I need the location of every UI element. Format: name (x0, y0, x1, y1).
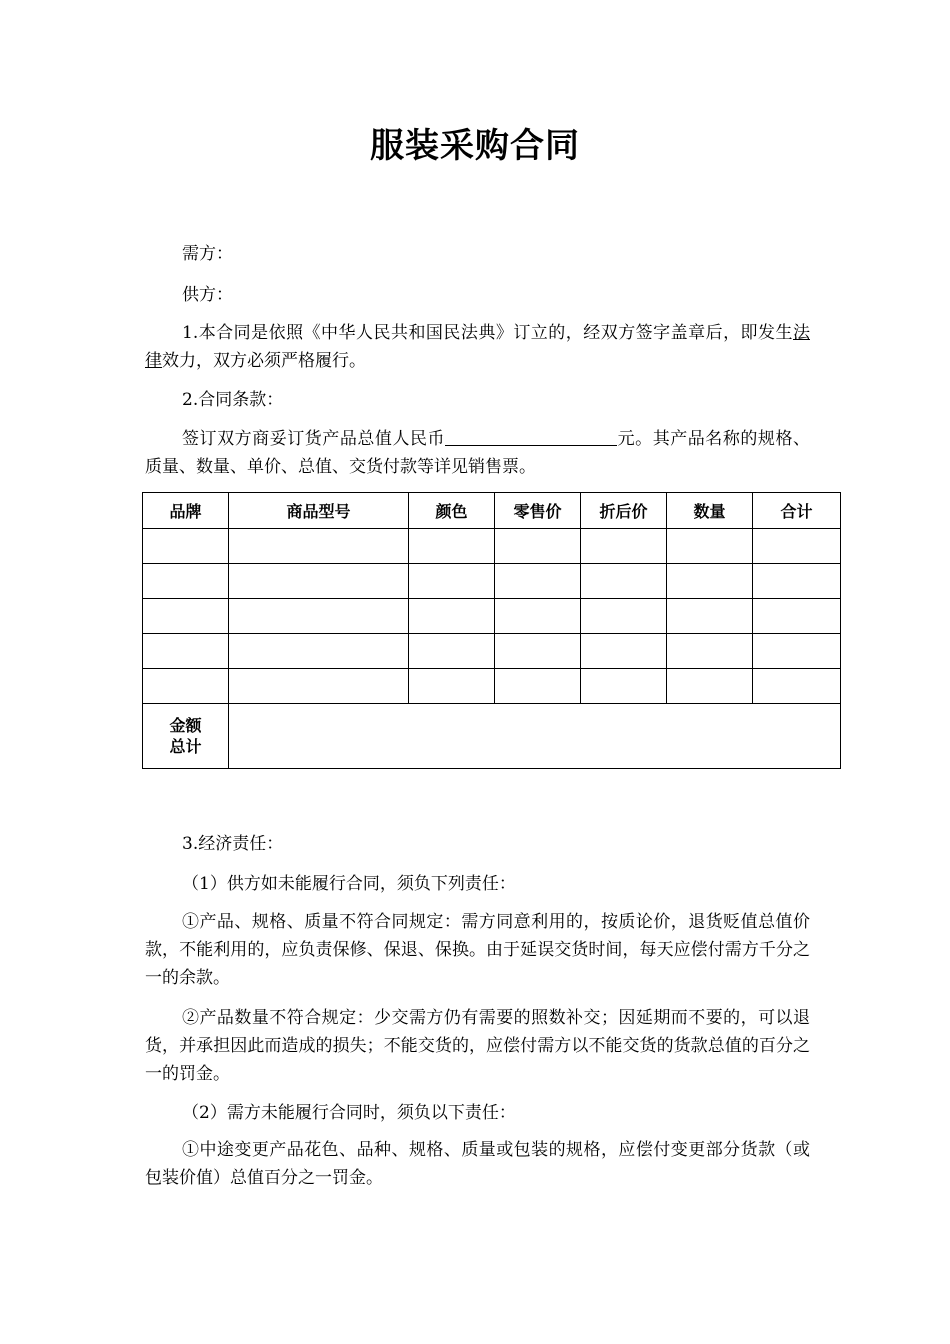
clause-3-1-a: ①产品、规格、质量不符合同规定：需方同意利用的，按质论价，退货贬值总值价款，不能利用的，应负责保修、保退、保换。由于延误交货时间，每天应偿付需方千分之一的余款。 (145, 912, 810, 988)
header-quantity: 数量 (667, 493, 753, 529)
total-label-cell (143, 704, 229, 769)
table-cell (409, 529, 495, 564)
table-cell (409, 669, 495, 704)
table-cell (143, 529, 229, 564)
header-discount-price: 折后价 (581, 493, 667, 529)
table-cell (409, 634, 495, 669)
clause-3-title: 3.经济责任： (182, 834, 284, 854)
table-cell (143, 634, 229, 669)
table-cell (753, 529, 841, 564)
table-row (143, 529, 841, 564)
table-cell (229, 529, 409, 564)
table-cell (667, 669, 753, 704)
table-cell (495, 669, 581, 704)
table-cell (753, 669, 841, 704)
table-cell (143, 599, 229, 634)
supplier-label: 供方： (182, 285, 233, 305)
table-cell (581, 599, 667, 634)
amount-blank (445, 427, 617, 446)
table-cell (581, 669, 667, 704)
header-color: 颜色 (409, 493, 495, 529)
header-retail-price: 零售价 (495, 493, 581, 529)
table-cell (667, 564, 753, 599)
table-cell (409, 564, 495, 599)
table-cell (143, 669, 229, 704)
header-total: 合计 (753, 493, 841, 529)
clause-3-1-title: （1）供方如未能履行合同，须负下列责任： (182, 874, 516, 894)
table-row (143, 564, 841, 599)
table-header-row (143, 493, 841, 529)
table-row (143, 669, 841, 704)
table-row (143, 599, 841, 634)
clause-1-text-after: 效力，双方必须严格履行。 (162, 351, 366, 371)
table-cell (143, 564, 229, 599)
clause-3-1-b: ②产品数量不符合规定：少交需方仍有需要的照数补交；因延期而不要的，可以退货，并承担因此而造成的损失；不能交货的，应偿付需方以不能交货的货款总值的百分之一的罚金。 (145, 1008, 810, 1084)
table-cell (581, 564, 667, 599)
clause-1-text-before: 1.本合同是依照《中华人民共和国民法典》订立的，经双方签字盖章后，即发生 (182, 323, 793, 343)
table-cell (229, 564, 409, 599)
table-cell (667, 599, 753, 634)
table-cell (581, 529, 667, 564)
table-cell (495, 599, 581, 634)
table-total-row (143, 704, 841, 769)
table-cell (495, 634, 581, 669)
table-cell (409, 599, 495, 634)
total-label-line-1: 金额 (169, 716, 202, 735)
clause-2-text-after: 元。其产品名称的规格、质量、数量、单价、总值、交货付款等详见销售票。 (145, 429, 811, 477)
table-cell (753, 564, 841, 599)
clause-2-text-before: 签订双方商妥订货产品总值人民币 (182, 429, 446, 449)
table-cell (495, 564, 581, 599)
clause-3-2-a: ①中途变更产品花色、品种、规格、质量或包装的规格，应偿付变更部分货款（或包装价值）总值百分之一罚金。 (145, 1140, 810, 1188)
header-brand: 品牌 (143, 493, 229, 529)
table-cell (667, 529, 753, 564)
buyer-label: 需方： (182, 244, 233, 264)
table-cell (229, 634, 409, 669)
clause-2-body (145, 425, 810, 481)
table-cell (495, 529, 581, 564)
clause-2-title: 2.合同条款： (182, 390, 284, 410)
clause-3-2-title: （2）需方未能履行合同时，须负以下责任： (182, 1103, 516, 1123)
header-model: 商品型号 (229, 493, 409, 529)
table-cell (753, 599, 841, 634)
law-link[interactable]: 法律 (145, 323, 810, 371)
goods-table (142, 492, 841, 769)
clause-1 (145, 319, 810, 375)
table-cell (229, 599, 409, 634)
document-title: 服装采购合同 (370, 126, 580, 166)
table-cell (667, 634, 753, 669)
table-cell (229, 669, 409, 704)
table-cell (753, 634, 841, 669)
total-value-cell (229, 704, 841, 769)
table-row (143, 634, 841, 669)
total-label-line-2: 总计 (169, 737, 202, 756)
table-cell (581, 634, 667, 669)
